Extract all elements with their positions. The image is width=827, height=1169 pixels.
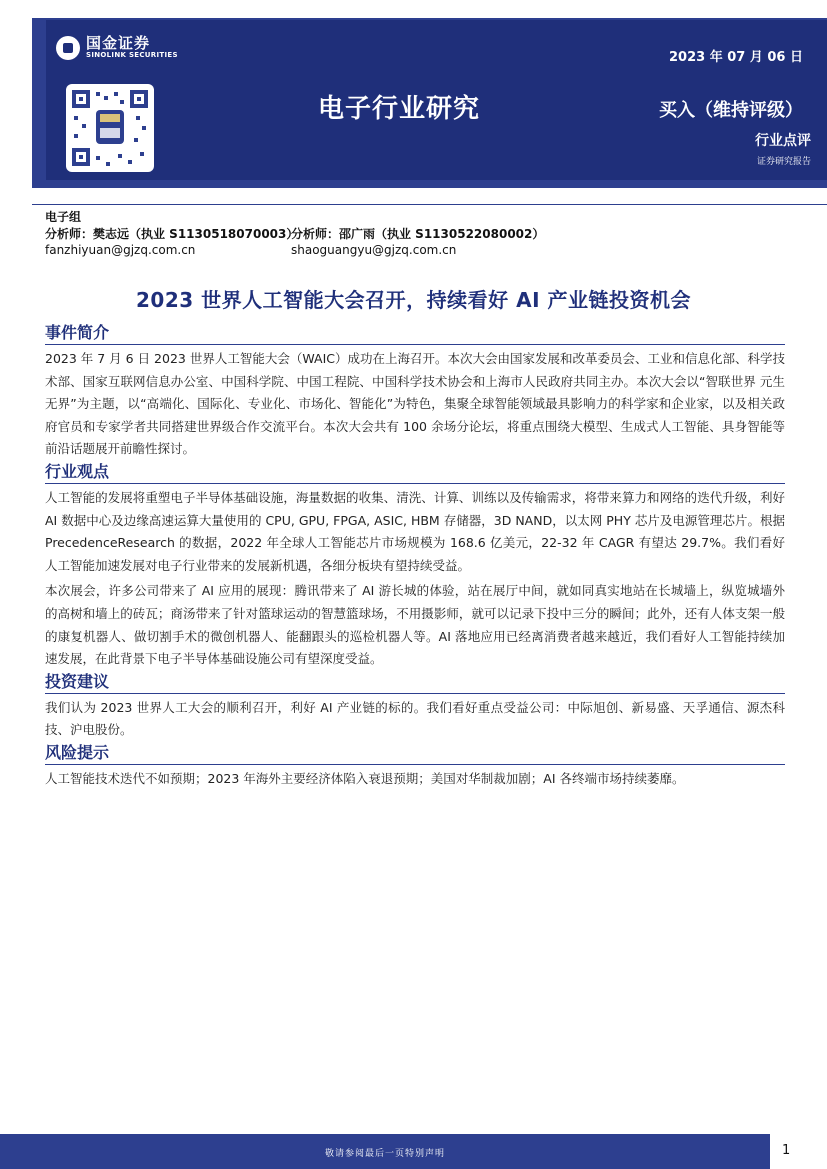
section-heading-advice: 投资建议 <box>45 671 785 694</box>
analyst-1-email[interactable]: fanzhiyuan@gjzq.com.cn <box>45 243 196 257</box>
brand-name-cn: 国金证券 <box>86 34 151 53</box>
analyst-1: 分析师：樊志远（执业 S1130518070003） <box>45 226 299 241</box>
team-name: 电子组 <box>45 210 82 224</box>
view-paragraph-2: 本次展会，许多公司带来了 AI 应用的展现：腾讯带来了 AI 游长城的体验，站在展厅中间，就如同真实地站在长城墙上，纵览城墙外的高树和墙上的砖瓦；商汤带来了针对篮球运动的智慧篮球场，不用摄影师，就可以记录下投中三分的瞬间；此外，还有人体支架一般的康复机器人、做切割手术的微创机器人、能翻跟头的巡检机器人等。AI 落地应用已经离消费者越来越近，我们看好人工智能持续加速发展，在此背景下电子半导体基础设施公司有望深度受益。 <box>45 583 785 667</box>
analyst-2-email[interactable]: shaoguangyu@gjzq.com.cn <box>291 243 457 257</box>
event-paragraph: 2023 年 7 月 6 日 2023 世界人工智能大会（WAIC）成功在上海召开。本次大会由国家发展和改革委员会、工业和信息化部、科学技术部、国家互联网信息办公室、中国科学院、中国工程院、中国科学技术协会和上海市人民政府共同主办。本次大会以“智联世界 元生无界”为主题，以“高端化、国际化、专业化、市场化、智能化”为特色，集聚全球智能领域最具影响力的科学家和企业家，以及相关政府官员和专家学者共同搭建世界级合作交流平台。本次大会共有 100 余场分论坛，将重点围绕大模型、生成式人工智能、具身智能等前沿话题展开前瞻性探讨。 <box>45 351 785 457</box>
report-category: 电子行业研究 <box>318 94 481 124</box>
report-title: 2023 世界人工智能大会召开，持续看好 AI 产业链投资机会 <box>136 288 691 312</box>
risk-paragraph: 人工智能技术迭代不如预期；2023 年海外主要经济体陷入衰退预期；美国对华制裁加剧；AI 各终端市场持续萎靡。 <box>45 770 685 786</box>
rating: 买入（维持评级） <box>659 100 803 121</box>
section-heading-event: 事件简介 <box>45 322 785 345</box>
section-heading-risk: 风险提示 <box>45 742 785 765</box>
divider <box>32 204 827 205</box>
view-paragraph-1: 人工智能的发展将重塑电子半导体基础设施，海量数据的收集、清洗、计算、训练以及传输需求，将带来算力和网络的迭代升级，利好 AI 数据中心及边缘高速运算大量使用的 CPU, GPU, FPGA, ASIC, HBM 存储器，3D NAND，以太网 PHY 芯片及电源管理芯片。根据 PrecedenceResearch 的数据，2022 年全球人工智能芯片市场规模为 168.6 亿美元，22-32 年 CAGR 有望达 29.7%。我们看好人工智能加速发展对电子行业带来的发展新机遇，各细分板块有望持续受益。 <box>45 489 785 573</box>
company-logo <box>56 36 178 60</box>
footer-disclaimer: 敬请参阅最后一页特别声明 <box>324 1149 445 1159</box>
advice-paragraph: 我们认为 2023 世界人工大会的顺利召开，利好 AI 产业链的标的。我们看好重点受益公司：中际旭创、新易盛、天孚通信、源杰科技、沪电股份。 <box>45 699 785 738</box>
page-number: 1 <box>782 1143 791 1158</box>
logo-mark-icon <box>56 36 80 60</box>
analyst-2: 分析师：邵广雨（执业 S1130522080002） <box>291 226 545 241</box>
report-body <box>45 322 785 791</box>
report-subtype: 证券研究报告 <box>756 157 811 167</box>
brand-name-en: SINOLINK SECURITIES <box>86 51 178 60</box>
report-date: 2023 年 07 月 06 日 <box>669 50 803 65</box>
section-heading-view: 行业观点 <box>45 461 785 484</box>
qr-code-image <box>66 84 154 172</box>
analyst-block <box>45 209 544 259</box>
report-type: 行业点评 <box>755 133 811 149</box>
